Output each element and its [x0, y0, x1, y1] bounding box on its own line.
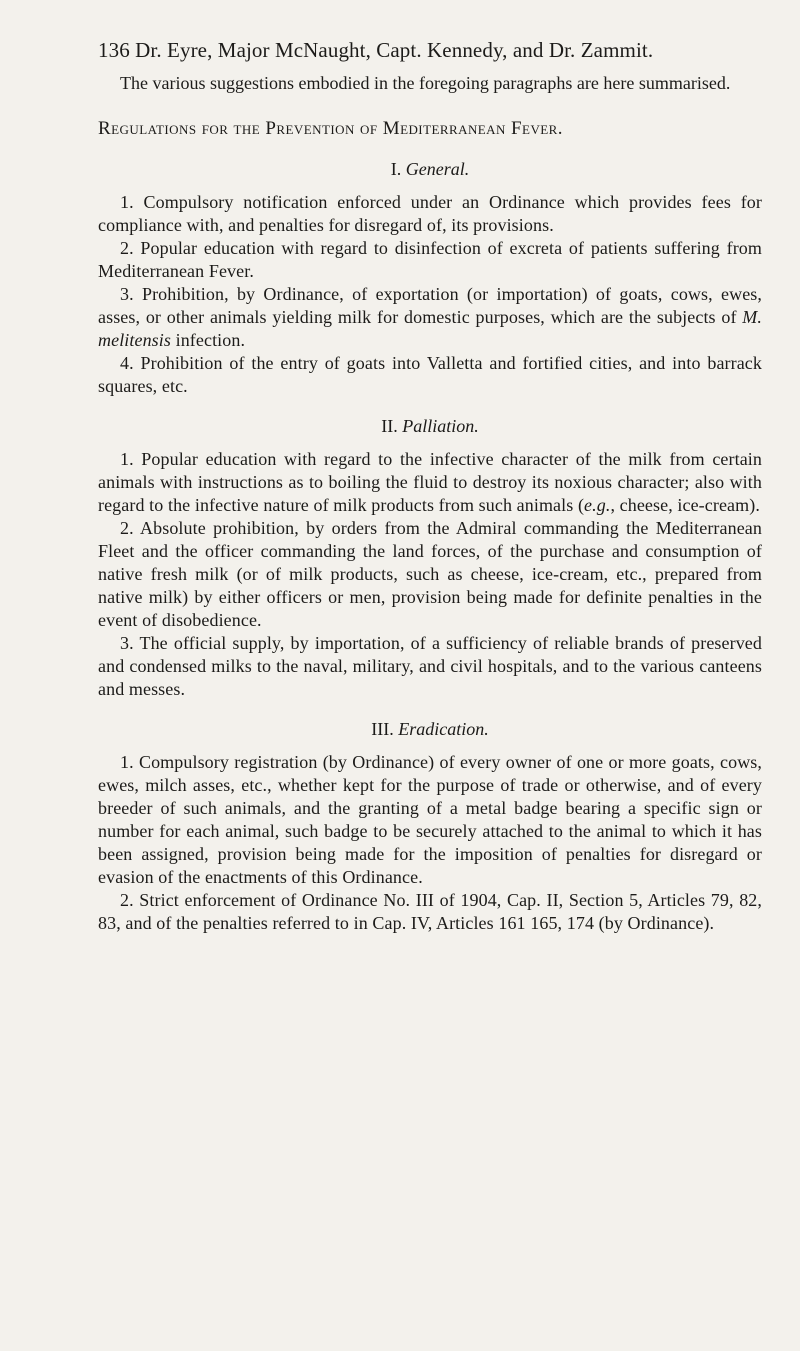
section-heading [98, 158, 762, 181]
paragraph [98, 283, 762, 352]
paragraph-text: 1. Compulsory notification enforced under an Ordinance which provides fees for compliance with, and penalties for disregard of, its provisions. [98, 192, 762, 235]
paragraph [98, 632, 762, 701]
section-eradication [98, 718, 762, 935]
paragraph-text: 2. Absolute prohibition, by orders from the Admiral commanding the Mediterranean Fleet and the officer commanding the land forces, of the purchase and consumption of native fresh milk (or of milk products, such as cheese, ice-cream, etc., prepared from native milk) by either officers or men, provision being made for definite penalties in the event of disobedience. [98, 518, 762, 630]
section-title: Palliation. [402, 416, 479, 436]
paragraph [98, 352, 762, 398]
paragraph [98, 191, 762, 237]
paragraph-text: 1. Compulsory registration (by Ordinance) of every owner of one or more goats, cows, ewes, milch asses, etc., whether kept for the purpose of trade or otherwise, and of every breeder of such animals, and the granting of a metal badge bearing a specific sign or number for each animal, such badge to be securely attached to the animal to which it has been assigned, provision being made for the imposition of penalties for disregard or evasion of the enactments of this Ordinance. [98, 752, 762, 887]
intro-paragraph: The various suggestions embodied in the foregoing paragraphs are here summarised. [120, 73, 731, 93]
paragraph-text: , cheese, ice-cream). [610, 495, 760, 515]
paragraph [98, 889, 762, 935]
paragraph-text: 2. Strict enforcement of Ordinance No. III of 1904, Cap. II, Section 5, Articles 79, 82, 83, and of the penalties referred to in Cap. IV, Articles 161 165, 174 (by Ordinance). [98, 890, 762, 933]
paragraph [98, 517, 762, 632]
paragraph-text: 1. Popular education with regard to the infective character of the milk from certain animals with instructions as to boiling the fluid to destroy its noxious character; also with regard to the infective nature of milk products from such animals ( [98, 449, 762, 515]
section-title: Eradication. [398, 719, 489, 739]
paragraph-italic: e.g. [584, 495, 611, 515]
section-palliation [98, 415, 762, 701]
paragraph [98, 237, 762, 283]
paragraph-text: infection. [171, 330, 246, 350]
section-general [98, 158, 762, 398]
paragraph [98, 751, 762, 889]
section-heading [98, 718, 762, 741]
paragraph-text: 3. Prohibition, by Ordinance, of exportation (or importation) of goats, cows, ewes, asses, or other animals yielding milk for domestic purposes, which are the subjects of [98, 284, 762, 327]
main-heading: Regulations for the Prevention of Mediterranean Fever. [98, 118, 564, 139]
section-number: II. [381, 416, 398, 436]
section-number: I. [390, 159, 402, 179]
paragraph-text: 4. Prohibition of the entry of goats into Valletta and fortified cities, and into barrack squares, etc. [98, 353, 762, 396]
paragraph-text: 3. The official supply, by importation, of a sufficiency of reliable brands of preserved and condensed milks to the naval, military, and civil hospitals, and to the various canteens and messes. [98, 633, 762, 699]
section-number: III. [371, 719, 394, 739]
paragraph [98, 448, 762, 517]
paragraph-italic: M. melitensis [98, 307, 762, 350]
running-header: 136 Dr. Eyre, Major McNaught, Capt. Kennedy, and Dr. Zammit. [98, 38, 654, 62]
paragraph-text: 2. Popular education with regard to disinfection of excreta of patients suffering from Mediterranean Fever. [98, 238, 762, 281]
section-title: General. [405, 159, 470, 179]
section-heading [98, 415, 762, 438]
